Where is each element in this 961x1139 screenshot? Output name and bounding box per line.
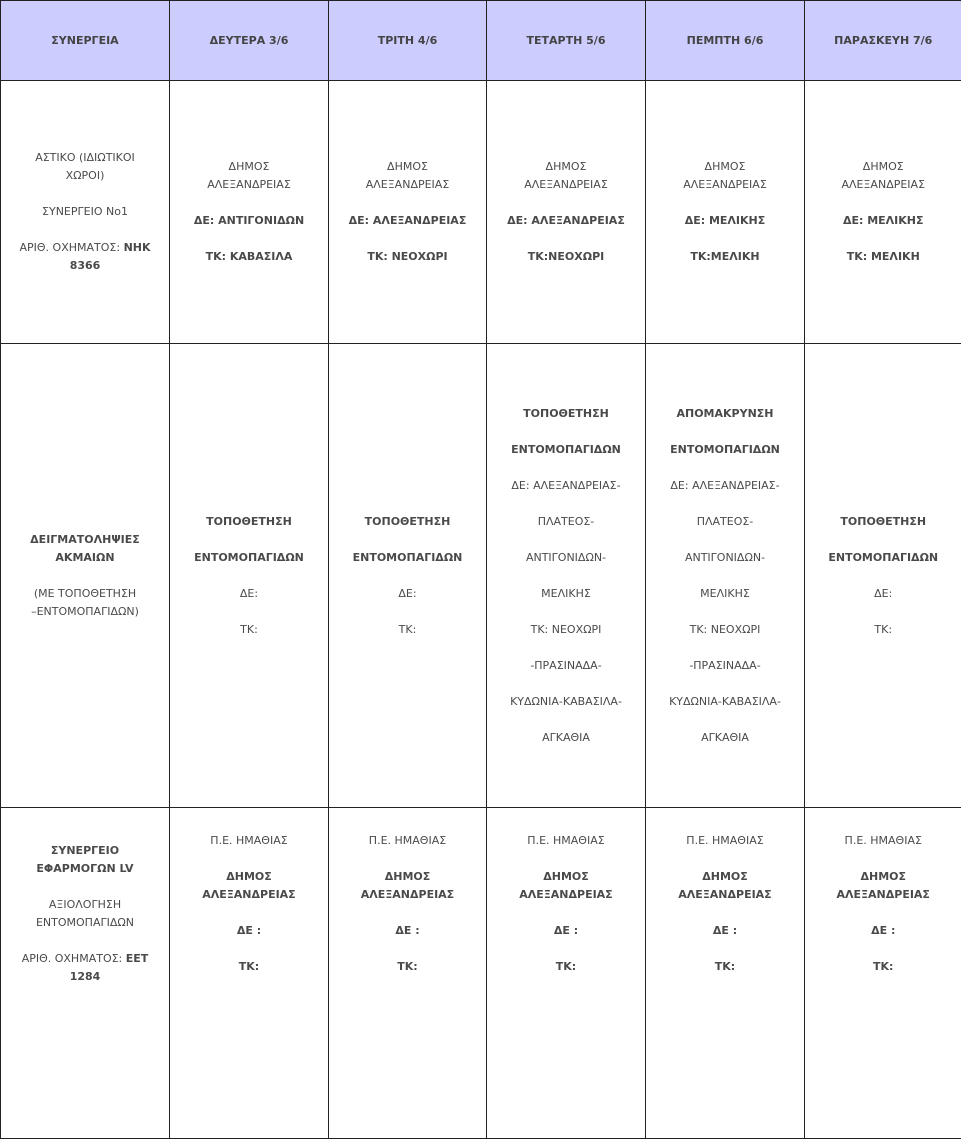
vehicle-number-cont: 8366 [7,257,163,275]
cell-text: ΤΚ: [811,958,956,976]
schedule-cell [805,344,961,808]
cell-text: ΕΝΤΟΜΟΠΑΓΙΔΩΝ [811,549,956,567]
cell-text: ΕΦΑΡΜΟΓΩΝ LV [7,860,163,878]
schedule-cell [329,81,487,344]
header-teams: ΣΥΝΕΡΓΕΙΑ [1,1,170,81]
schedule-cell [487,344,646,808]
cell-text: ΑΓΚΑΘΙΑ [493,729,639,747]
cell-text: ΑΛΕΞΑΝΔΡΕΙΑΣ [176,886,322,904]
cell-text: ΑΛΕΞΑΝΔΡΕΙΑΣ [811,886,956,904]
schedule-cell [646,344,805,808]
cell-text: ΤΚ:ΝΕΟΧΩΡΙ [493,248,639,266]
cell-text: ΤΚ: ΝΕΟΧΩΡΙ [652,621,798,639]
cell-text: -ΠΡΑΣΙΝΑΔΑ- [652,657,798,675]
cell-text: Π.Ε. ΗΜΑΘΙΑΣ [811,832,956,850]
cell-text: ΤΚ: [811,621,956,639]
cell-text: ΤΚ: [176,621,322,639]
vehicle-number: ΑΡΙΘ. ΟΧΗΜΑΤΟΣ: ΝΗΚ [7,239,163,257]
cell-text: ΕΝΤΟΜΟΠΑΓΙΔΩΝ [652,441,798,459]
cell-text: -ΠΡΑΣΙΝΑΔΑ- [493,657,639,675]
cell-text: ΤΚ: ΚΑΒΑΣΙΛΑ [176,248,322,266]
cell-text: (ΜΕ ΤΟΠΟΘΕΤΗΣΗ [7,585,163,603]
cell-text: ΜΕΛΙΚΗΣ [652,585,798,603]
schedule-cell [646,81,805,344]
cell-text: ΑΚΜΑΙΩΝ [7,549,163,567]
cell-text: ΕΝΤΟΜΟΠΑΓΙΔΩΝ [7,914,163,932]
cell-text: ΑΛΕΞΑΝΔΡΕΙΑΣ [335,886,480,904]
cell-text: ΑΛΕΞΑΝΔΡΕΙΑΣ [652,176,798,194]
cell-text: ΤΚ: [176,958,322,976]
cell-text: ΔΕ: [811,585,956,603]
vehicle-number: ΑΡΙΘ. ΟΧΗΜΑΤΟΣ: ΕΕΤ [7,950,163,968]
header-wednesday: ΤΕΤΑΡΤΗ 5/6 [487,1,646,81]
cell-text: ΔΗΜΟΣ [652,868,798,886]
cell-text: ΕΝΤΟΜΟΠΑΓΙΔΩΝ [493,441,639,459]
schedule-cell [805,81,961,344]
cell-text: ΔΗΜΟΣ [176,158,322,176]
schedule-cell [646,808,805,1139]
cell-text: ΠΛΑΤΕΟΣ- [493,513,639,531]
table-row [1,344,961,808]
schedule-cell [487,81,646,344]
row-label-sampling [1,344,170,808]
cell-text: Π.Ε. ΗΜΑΘΙΑΣ [335,832,480,850]
schedule-cell [805,808,961,1139]
cell-text: 1284 [7,968,163,986]
schedule-cell [329,344,487,808]
cell-text: ΔΕΙΓΜΑΤΟΛΗΨΙΕΣ [7,531,163,549]
cell-text: ΔΕ: ΑΛΕΞΑΝΔΡΕΙΑΣ [493,212,639,230]
cell-text: ΣΥΝΕΡΓΕΙΟ [7,842,163,860]
cell-text: ΑΝΤΙΓΟΝΙΔΩΝ- [652,549,798,567]
cell-text: ΤΚ: [335,621,480,639]
cell-text: ΑΝΤΙΓΟΝΙΔΩΝ- [493,549,639,567]
cell-text: ΚΥΔΩΝΙΑ-ΚΑΒΑΣΙΛΑ- [652,693,798,711]
cell-text: ΑΛΕΞΑΝΔΡΕΙΑΣ [335,176,480,194]
schedule-cell [329,808,487,1139]
label-line: ΧΩΡΟΙ) [7,167,163,185]
cell-text: ΤΟΠΟΘΕΤΗΣΗ [493,405,639,423]
cell-text: ΤΚ: ΝΕΟΧΩΡΙ [335,248,480,266]
cell-text: ΕΝΤΟΜΟΠΑΓΙΔΩΝ [335,549,480,567]
schedule-cell [170,344,329,808]
cell-text: ΔΗΜΟΣ [652,158,798,176]
cell-text: ΔΗΜΟΣ [335,158,480,176]
cell-text: ΕΝΤΟΜΟΠΑΓΙΔΩΝ [176,549,322,567]
cell-text: ΔΕ : [335,922,480,940]
cell-text: ΑΞΙΟΛΟΓΗΣΗ [7,896,163,914]
cell-text: ΔΕ: ΑΛΕΞΑΝΔΡΕΙΑΣ- [493,477,639,495]
cell-text: ΑΛΕΞΑΝΔΡΕΙΑΣ [811,176,956,194]
schedule-cell [487,808,646,1139]
header-friday: ΠΑΡΑΣΚΕΥΗ 7/6 [805,1,961,81]
cell-text: ΔΗΜΟΣ [335,868,480,886]
schedule-cell [170,81,329,344]
cell-text: ΔΕ: ΜΕΛΙΚΗΣ [811,212,956,230]
label-line: ΣΥΝΕΡΓΕΙΟ Νο1 [7,203,163,221]
cell-text: ΤΚ: [335,958,480,976]
cell-text: ΔΕ : [652,922,798,940]
cell-text: ΠΛΑΤΕΟΣ- [652,513,798,531]
cell-text: ΤΚ: ΜΕΛΙΚΗ [811,248,956,266]
table-row [1,808,961,1139]
row-label-urban-team [1,81,170,344]
cell-text: Π.Ε. ΗΜΑΘΙΑΣ [652,832,798,850]
cell-text: ΔΗΜΟΣ [811,868,956,886]
header-row [1,1,961,81]
cell-text: ΤΚ: [493,958,639,976]
cell-text: ΤΚ:ΜΕΛΙΚΗ [652,248,798,266]
cell-text: ΔΕ: ΑΝΤΙΓΟΝΙΔΩΝ [176,212,322,230]
cell-text: ΑΛΕΞΑΝΔΡΕΙΑΣ [652,886,798,904]
cell-text: ΤΚ: [652,958,798,976]
cell-text: ΔΕ: [335,585,480,603]
cell-text: ΔΗΜΟΣ [493,158,639,176]
label-line: ΑΣΤΙΚΟ (ΙΔΙΩΤΙΚΟΙ [7,149,163,167]
cell-text: ΑΓΚΑΘΙΑ [652,729,798,747]
header-thursday: ΠΕΜΠΤΗ 6/6 [646,1,805,81]
cell-text: Π.Ε. ΗΜΑΘΙΑΣ [176,832,322,850]
cell-text: ΔΕ : [493,922,639,940]
cell-text: ΤΚ: ΝΕΟΧΩΡΙ [493,621,639,639]
table-row [1,81,961,344]
cell-text: ΜΕΛΙΚΗΣ [493,585,639,603]
cell-text: ΚΥΔΩΝΙΑ-ΚΑΒΑΣΙΛΑ- [493,693,639,711]
cell-text: –ΕΝΤΟΜΟΠΑΓΙΔΩΝ) [7,603,163,621]
cell-text: ΔΕ : [811,922,956,940]
cell-text: ΤΟΠΟΘΕΤΗΣΗ [335,513,480,531]
cell-text: ΑΛΕΞΑΝΔΡΕΙΑΣ [493,176,639,194]
cell-text: ΔΕ: [176,585,322,603]
cell-text: ΔΕ: ΜΕΛΙΚΗΣ [652,212,798,230]
cell-text: ΤΟΠΟΘΕΤΗΣΗ [176,513,322,531]
header-tuesday: ΤΡΙΤΗ 4/6 [329,1,487,81]
cell-text: ΔΕ : [176,922,322,940]
cell-text: ΑΠΟΜΑΚΡΥΝΣΗ [652,405,798,423]
cell-text: ΔΗΜΟΣ [176,868,322,886]
cell-text: ΔΕ: ΑΛΕΞΑΝΔΡΕΙΑΣ- [652,477,798,495]
cell-text: Π.Ε. ΗΜΑΘΙΑΣ [493,832,639,850]
cell-text: ΤΟΠΟΘΕΤΗΣΗ [811,513,956,531]
cell-text: ΔΗΜΟΣ [811,158,956,176]
row-label-lv-team [1,808,170,1139]
cell-text: ΑΛΕΞΑΝΔΡΕΙΑΣ [176,176,322,194]
cell-text: ΔΕ: ΑΛΕΞΑΝΔΡΕΙΑΣ [335,212,480,230]
header-monday: ΔΕΥΤΕΡΑ 3/6 [170,1,329,81]
cell-text: ΔΗΜΟΣ [493,868,639,886]
schedule-cell [170,808,329,1139]
cell-text: ΑΛΕΞΑΝΔΡΕΙΑΣ [493,886,639,904]
